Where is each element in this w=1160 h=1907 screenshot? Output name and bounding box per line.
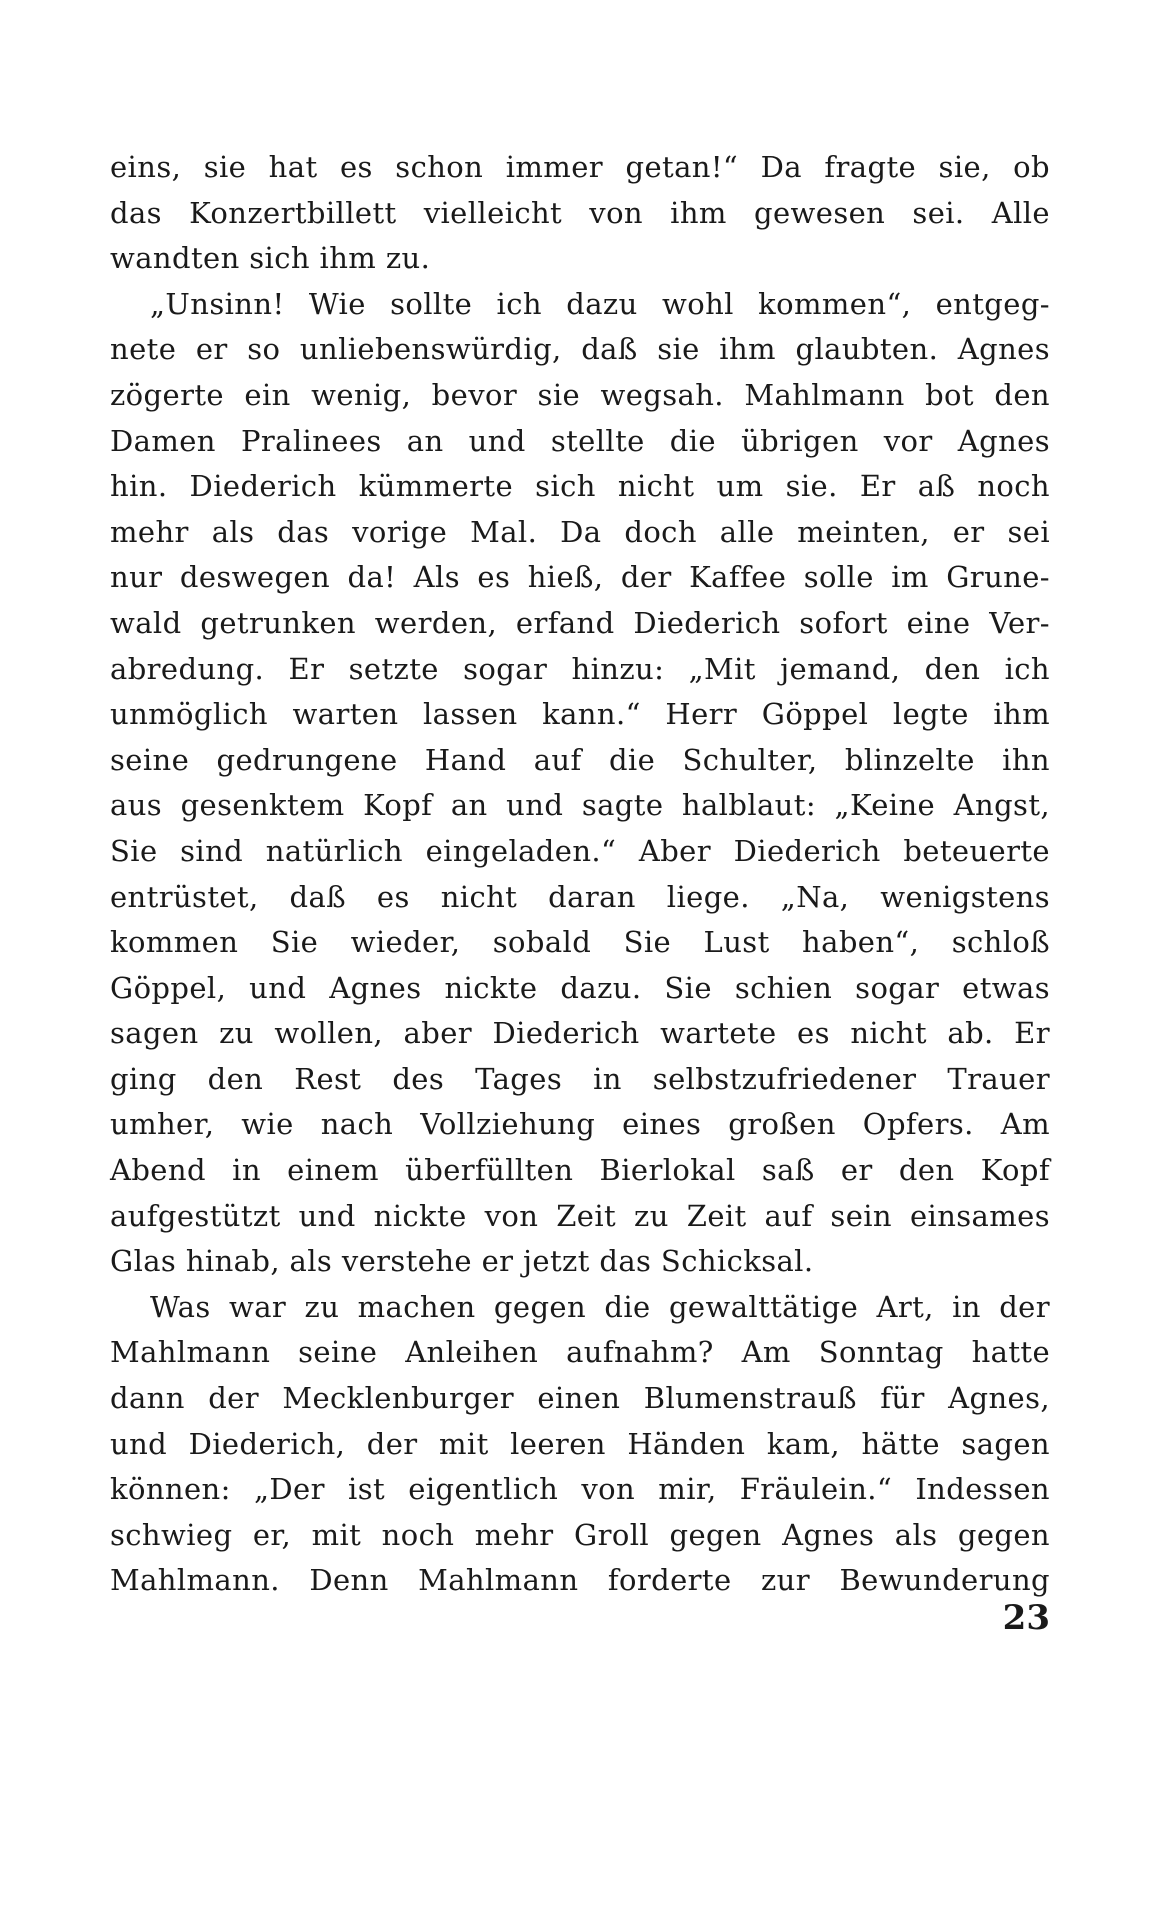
text-line: Sie sind natürlich eingeladen.“ Aber Diederich beteuerte [110, 833, 1050, 868]
text-line: Glas hinab, als verstehe er jetzt das Schicksal. [110, 1244, 814, 1279]
text-line: wandten sich ihm zu. [110, 241, 431, 276]
text-line: dann der Mecklenburger einen Blumenstrauß für Agnes, [110, 1381, 1050, 1416]
text-line: abredung. Er setzte sogar hinzu: „Mit jemand, den ich [110, 651, 1050, 686]
page-number: 23 [1002, 1598, 1050, 1638]
body-text [110, 145, 1050, 1604]
text-line: eins, sie hat es schon immer getan!“ Da fragte sie, ob [110, 150, 1050, 184]
text-line: umher, wie nach Vollziehung eines großen Opfers. Am [110, 1107, 1050, 1142]
text-line: aufgestützt und nickte von Zeit zu Zeit auf sein einsames [110, 1198, 1050, 1233]
text-line: unmöglich warten lassen kann.“ Herr Göppel legte ihm [110, 697, 1050, 732]
text-line: mehr als das vorige Mal. Da doch alle meinten, er sei [110, 514, 1050, 549]
text-line: seine gedrungene Hand auf die Schulter, blinzelte ihn [110, 742, 1050, 777]
text-line: aus gesenktem Kopf an und sagte halblaut: „Keine Angst, [110, 788, 1050, 823]
text-line: Mahlmann seine Anleihen aufnahm? Am Sonntag hatte [110, 1335, 1050, 1370]
text-line: das Konzertbillett vielleicht von ihm gewesen sei. Alle [110, 195, 1050, 230]
text-line: kommen Sie wieder, sobald Sie Lust haben“, schloß [110, 925, 1050, 960]
text-line: wald getrunken werden, erfand Diederich sofort eine Ver- [110, 605, 1050, 640]
text-line: nur deswegen da! Als es hieß, der Kaffee solle im Grune- [110, 560, 1050, 595]
text-line: Damen Pralinees an und stellte die übrigen vor Agnes [110, 423, 1050, 458]
text-line: hin. Diederich kümmerte sich nicht um sie. Er aß noch [110, 469, 1050, 504]
text-line: zögerte ein wenig, bevor sie wegsah. Mahlmann bot den [110, 377, 1050, 412]
text-line: Abend in einem überfüllten Bierlokal saß er den Kopf [110, 1153, 1050, 1188]
text-line: und Diederich, der mit leeren Händen kam, hätte sagen [110, 1426, 1050, 1461]
text-line: sagen zu wollen, aber Diederich wartete es nicht ab. Er [110, 1016, 1050, 1051]
text-line: können: „Der ist eigentlich von mir, Fräulein.“ Indessen [110, 1472, 1050, 1507]
text-line: Göppel, und Agnes nickte dazu. Sie schien sogar etwas [110, 970, 1050, 1005]
text-line: entrüstet, daß es nicht daran liege. „Na, wenigstens [110, 879, 1050, 914]
text-line: schwieg er, mit noch mehr Groll gegen Agnes als gegen [110, 1517, 1050, 1552]
text-line: Mahlmann. Denn Mahlmann forderte zur Bewunderung [110, 1563, 1050, 1598]
text-line: ging den Rest des Tages in selbstzufriedener Trauer [110, 1061, 1050, 1096]
text-line: nete er so unliebenswürdig, daß sie ihm glaubten. Agnes [110, 332, 1050, 367]
text-line: „Unsinn! Wie sollte ich dazu wohl kommen“, entgeg- [150, 286, 1050, 321]
text-line: Was war zu machen gegen die gewalttätige Art, in der [150, 1289, 1050, 1324]
